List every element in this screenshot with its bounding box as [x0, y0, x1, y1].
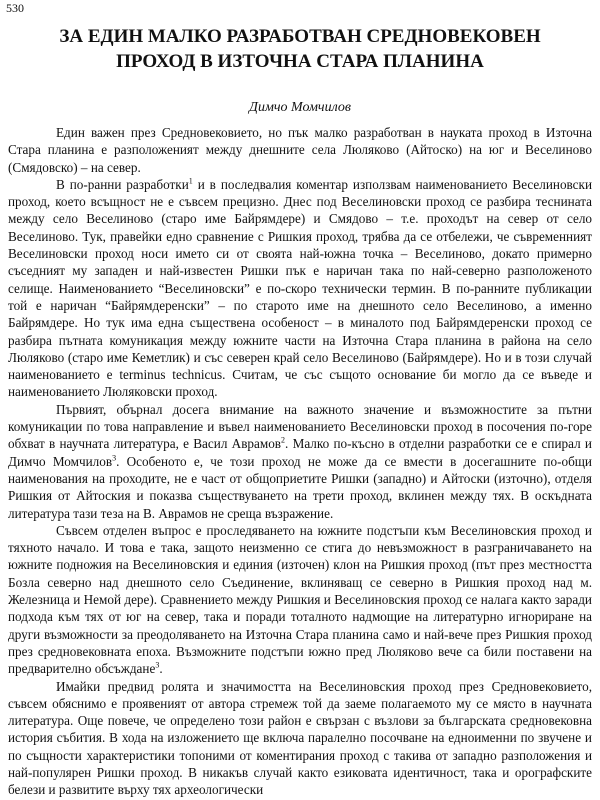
article-body	[8, 124, 592, 799]
author-name: Димчо Момчилов	[249, 100, 351, 115]
paragraph-text: и в последвалия коментар използвам наименованието Веселиновски проход, което всъщност не е съвсем прецизно. Днес под Веселиновски проход се разбира теснината между село Веселиново (старо име Байрямдере) и Смядово – т.е. проходът на север от село Веселиново. Тук, правейки едно сравнение с Ришкия проход, трябва да се отбележи, че съвременният Веселиновски проход носи името си от своята най-южна точка – Веселиново, докато примерно съседният му западен и най-известен Ришки пък е наричан така по най-северно разположеното селище. Наименованието “Веселиновски” е по-скоро технически термин. В по-ранните публикации той е наричан “Байрямдеренски” – по старото име на днешното село Веселиново, а именно Байрямдере. Но тук има една съществена особеност – в миналото под Байрямдеренски проход се разбира пътната комуникация между южните части на Източна Стара планина в района на село Люляково (старо име Кеметлик) и със северен край село Веселиново (Байрямдере). Но и в този случай наименованието е terminus technicus. Считам, че със същото основание би могло да се въведе и наименованието Люляковски проход.	[8, 176, 592, 400]
paragraph-text: . Малко по-късно в отделни разработки се е спирал и Димчо Момчилов	[8, 436, 592, 469]
paragraph-4	[8, 522, 592, 678]
paragraph-text: .	[159, 661, 163, 677]
paragraph-text: В по-ранни разработки	[56, 176, 189, 192]
article-title	[0, 24, 600, 74]
paragraph-text: Първият, обърнал досега внимание на важното значение и възможностите за пътни комуникации по това направление и въвел наименованието Веселиновски проход в посочения по-горе обхват в научната литература, е Васил Аврамов	[8, 401, 592, 452]
paragraph-text: Един важен през Средновековието, но пък малко разработван в науката проход в Източна Стара планина е разположеният между днешните села Люляково (Айтоско) на юг и Веселиново (Смядовско) – на север.	[8, 125, 592, 175]
paragraph-2	[8, 176, 592, 401]
paragraph-text: Съвсем отделен въпрос е проследяването на южните подстъпи към Веселиновския проход и тяхното начало. И това е така, защото неизменно се стига до невъзможност в разграничаването на южните подножия на Веселиновския и единия (източен) клон на Ришкия проход (път през местността Бозла северно над днешното село Съединение, вклиняващ се северно в Ришкия проход над м. Железница и Немой дере). Сравнението между Ришкия и Веселиновския проход се налага както заради подхода към тях от юг на север, така и поради тоталното надмощие на литературно игнориране на други възможности за преодоляването на Източна Стара планина само и най-вече през Ришкия проход през средновековната епоха. Възможните подстъпи южно пред Люляково вече са били поставени на предварително обсъждане	[8, 522, 592, 677]
footnote-ref: 2	[281, 435, 286, 445]
paragraph-text: Имайки предвид ролята и значимостта на Веселиновския проход през Средновековието, съвсем обяснимо е проявеният от автора стремеж той да заеме полагаемото му се място в научната литература. Още повече, че определено този район е свързан с възлови за българската средновековна история събития. В хода на изложението ще включа паралелно посочване на едноименни по звучене и по същности характеристики топоними от коментирания проход с такива от западно разположения и най-популярен Ришки проход. В никакъв случай както езиковата идентичност, така и орографските белези и развитите върху тях археологически	[8, 678, 592, 798]
footnote-ref: 3	[155, 660, 160, 670]
paragraph-5	[8, 678, 592, 799]
paragraph-text: . Особеното е, че този проход не може да се вмести в досегашните по-общи наименования на проходите, не е част от общоприетите Ришки (западно) и Айтоски (източно), отделя Ришкия от Айтоския и показва съществуването на трети проход, вклинен между тях. В оскъдната литература тази теза на В. Аврамов не среща възражение.	[8, 453, 592, 521]
footnote-ref: 3	[112, 453, 117, 463]
title-line-2: ПРОХОД В ИЗТОЧНА СТАРА ПЛАНИНА	[116, 51, 484, 72]
paragraph-1	[8, 124, 592, 176]
paragraph-3	[8, 401, 592, 522]
footnote-ref: 1	[188, 176, 193, 186]
page-number: 530	[6, 1, 24, 15]
title-line-1: ЗА ЕДИН МАЛКО РАЗРАБОТВАН СРЕДНОВЕКОВЕН	[59, 26, 541, 47]
